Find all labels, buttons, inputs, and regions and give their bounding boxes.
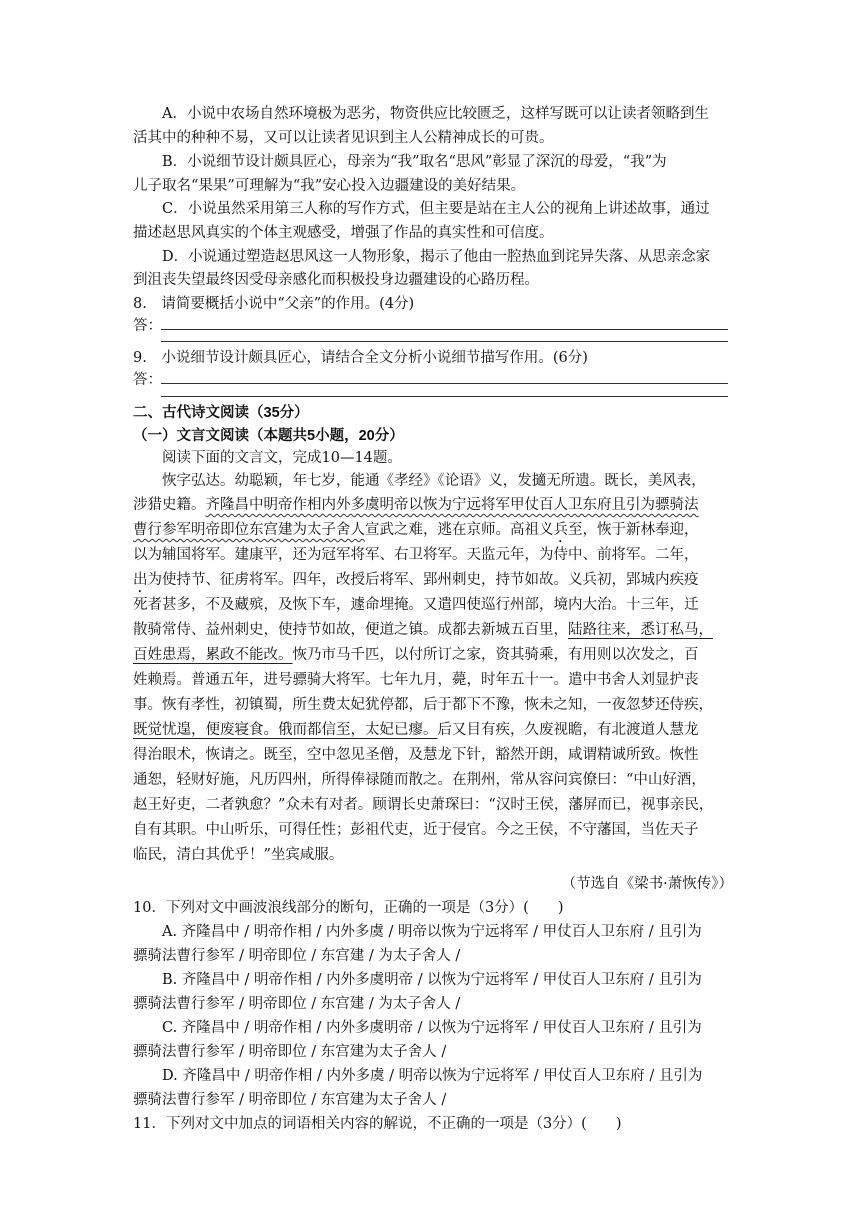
section-heading: 二、古代诗文阅读（35分）	[133, 405, 309, 421]
wavy-underlined-text: 齐隆昌中明帝作相内外多虞明帝以恢为宁远将军甲仗百人卫东府且引为骠骑法	[205, 497, 699, 513]
q10-option-a-line2: 骠骑法曹行参军 / 明帝即位 / 东宫建 / 为太子舍人 /	[133, 948, 461, 964]
passage-text: 后又目有疾，久废视瞻，有北渡道人慧龙	[437, 722, 699, 738]
q7-option-c-line1: C．小说虽然采用第三人称的写作方式，但主要是站在主人公的视角上讲述故事，通过	[162, 201, 710, 217]
passage-line-14: 赵王好吏，二者孰愈？”众未有对者。顾谓长史萧琛曰：“汉时王侯，藩屏而已，视事亲民，	[133, 797, 714, 813]
q9-question: 9. 小说细节设计颇具匠心，请结合全文分析小说细节描写作用。(6分)	[133, 350, 588, 366]
underlined-text: 陆路往来，悉订私马，	[568, 622, 713, 638]
q10-option-c-line1: C. 齐隆昌中 / 明帝作相 / 内外多虞明帝 / 以恢为宁远将军 / 甲仗百人卫东府 / 且引为	[162, 1020, 702, 1036]
passage-line-2	[133, 495, 733, 515]
passage-line-1: 恢字弘达。幼聪颖，年七岁，能通《孝经》《论语》义，发擿无所遗。既长，美风表，	[162, 473, 706, 489]
passage-line-8	[133, 645, 733, 665]
q8-answer-label: 答：	[133, 318, 162, 334]
q7-option-a-line2: 活其中的种种不易，又可以让读者见识到主人公精神成长的可贵。	[133, 130, 554, 146]
q11-question: 11．下列对文中加点的词语相关内容的解说，不正确的一项是（3分）( )	[133, 1116, 622, 1132]
wavy-underlined-text: 曹行参军明帝即位东宫建为太子舍人	[133, 522, 365, 538]
passage-text: 散骑常侍、益州刺史，使持节如故，便道之镇。成都去新城五百里，	[133, 622, 568, 638]
passage-line-5	[133, 570, 733, 596]
passage-line-13: 通恕，轻财好施，凡历四州，所得俸禄随而散之。在荆州，常从容问宾僚曰：“中山好酒，	[133, 772, 706, 788]
passage-source: （节选自《梁书·萧恢传》）	[561, 876, 733, 892]
passage-text: 恢乃市马千匹，以付所订之家，资其骑乘，有用则以次发之，百	[292, 647, 699, 663]
passage-line-16: 临民，清白其优乎！”坐宾咸服。	[133, 847, 344, 863]
q7-option-c-line2: 描述赵思风真实的个体主观感受，增强了作品的真实性和可信度。	[133, 225, 554, 241]
passage-text: 至，恢于新林奉迎，	[568, 522, 699, 538]
passage-line-10: 事。恢有孝性，初镇蜀，所生费太妃犹停都，后于都下不豫，恢未之知，一夜忽梦还侍疾，	[133, 697, 713, 713]
q7-option-b-line2: 儿子取名“果果”可理解为“我”安心投入边疆建设的美好结果。	[133, 178, 526, 194]
q10-question: 10．下列对文中画波浪线部分的断句，正确的一项是（3分）( )	[133, 900, 564, 916]
passage-line-12: 得治眼术，恢请之。既至，空中忽见圣僧，及慧龙下针，豁然开朗，咸谓精诚所致。恢性	[133, 747, 699, 763]
passage-line-11	[133, 720, 733, 740]
passage-text: 宣武之难，逃在京师。高祖义	[365, 522, 554, 538]
passage-line-4: 以为辅国将军。建康平，还为冠军将军、右卫将军。天监元年，为侍中、前将军。二年，	[133, 547, 699, 563]
q10-option-d-line2: 骠骑法曹行参军 / 明帝即位 / 东宫建为太子舍人 /	[133, 1092, 447, 1108]
q9-answer-line-2[interactable]	[161, 396, 728, 397]
q9-answer-label: 答：	[133, 372, 162, 388]
sub-section-heading: （一）文言文阅读（本题共5小题，20分）	[133, 428, 404, 444]
q7-option-b-line1: B．小说细节设计颇具匠心，母亲为“我”取名“思风”彰显了深沉的母爱，“我”为	[162, 154, 667, 170]
reading-instruction: 阅读下面的文言文，完成10—14题。	[162, 450, 402, 466]
passage-line-7	[133, 620, 733, 640]
passage-line-15: 自有其职。中山听乐，可得任性；彭祖代吏，近于侵官。今之王侯，不守藩国，当佐天子	[133, 822, 699, 838]
q8-question: 8. 请简要概括小说中“父亲”的作用。(4分)	[133, 296, 415, 312]
q7-option-a-line1: A．小说中农场自然环境极为恶劣，物资供应比较匮乏，这样写既可以让读者领略到生	[162, 106, 709, 122]
passage-line-9: 姓赖焉。普通五年，进号骠骑大将军。七年九月，薨，时年五十一。遣中书舍人刘显护丧	[133, 672, 699, 688]
q10-option-b-line1: B. 齐隆昌中 / 明帝作相 / 内外多虞明帝 / 以恢为宁远将军 / 甲仗百人卫东府 / 且引为	[162, 972, 702, 988]
q10-option-d-line1: D. 齐隆昌中 / 明帝作相 / 内外多虞 / 明帝以恢为宁远将军 / 甲仗百人卫东府 / 且引为	[162, 1068, 703, 1084]
q8-answer-line-2[interactable]	[161, 341, 728, 342]
passage-line-3	[133, 520, 733, 546]
passage-line-6: 死者甚多，不及藏殡，及恢下车，遽命埋掩。又遣四使巡行州部，境内大治。十三年，迁	[133, 597, 699, 613]
q7-option-d-line1: D．小说通过塑造赵思风这一人物形象，揭示了他由一腔热血到诧异失落、从思亲念家	[162, 249, 711, 265]
underlined-text: 百姓患焉，累政不能改。	[133, 647, 293, 663]
passage-text: 涉猎史籍。	[133, 497, 206, 513]
q7-option-d-line2: 到沮丧失望最终因受母亲感化而积极投身边疆建设的心路历程。	[133, 272, 539, 288]
underlined-text: 既觉忧遑，便废寝食。俄而都信至，太妃已瘳。	[133, 722, 438, 738]
q8-answer-line-1[interactable]	[161, 329, 728, 330]
q10-option-a-line1: A. 齐隆昌中 / 明帝作相 / 内外多虞 / 明帝以恢为宁远将军 / 甲仗百人卫东府 / 且引为	[162, 924, 702, 940]
dotted-word-chu: 出	[133, 572, 148, 588]
dotted-word-bing: 兵	[553, 522, 568, 538]
q9-answer-line-1[interactable]	[161, 383, 728, 384]
q10-option-c-line2: 骠骑法曹行参军 / 明帝即位 / 东宫建为太子舍人 /	[133, 1044, 447, 1060]
q10-option-b-line2: 骠骑法曹行参军 / 明帝即位 / 东宫建 / 为太子舍人 /	[133, 996, 461, 1012]
passage-text: 为使持节、征虏将军。四年，改授后将军、郢州刺史，持节如故。义兵初，郢城内疾疫	[147, 572, 699, 588]
